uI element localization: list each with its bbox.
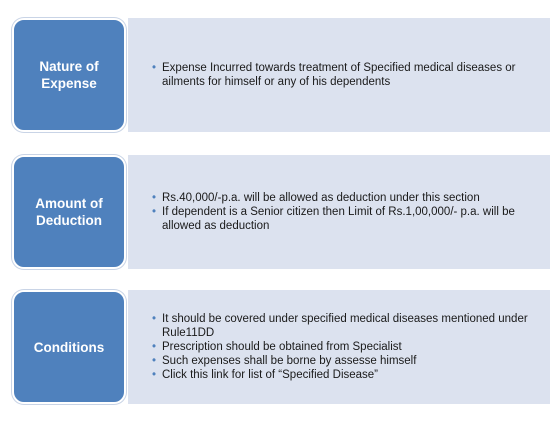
bullet-item: • Rs.40,000/-p.a. will be allowed as deduction under this section xyxy=(152,191,542,205)
details-panel xyxy=(127,289,551,405)
row-conditions xyxy=(12,289,553,407)
category-label: Amount of Deduction xyxy=(35,196,103,228)
bullet-item: • Expense Incurred towards treatment of Specified medical diseases or ailments for himself or any of his dependents xyxy=(152,61,542,89)
bullet-list xyxy=(152,290,542,404)
details-panel xyxy=(127,17,551,133)
bullet-item: • Such expenses shall be borne by assesse himself xyxy=(152,354,542,368)
category-label: Conditions xyxy=(33,339,105,355)
bullet-item: • If dependent is a Senior citizen then Limit of Rs.1,00,000/- p.a. will be allowed as deduction xyxy=(152,205,542,233)
bullet-list xyxy=(152,18,542,132)
category-label-box xyxy=(12,290,126,404)
bullet-item: • Prescription should be obtained from Specialist xyxy=(152,340,542,354)
details-panel xyxy=(127,154,551,270)
row-nature-of-expense xyxy=(12,17,553,135)
category-label-box xyxy=(12,155,126,269)
specified-disease-link[interactable]: • Click this link for list of “Specified Disease” xyxy=(152,368,542,382)
category-label: Nature of Expense xyxy=(39,59,99,91)
bullet-list xyxy=(152,155,542,269)
bullet-item: • It should be covered under specified medical diseases mentioned under Rule11DD xyxy=(152,312,542,340)
row-amount-of-deduction xyxy=(12,154,553,272)
category-label-box xyxy=(12,18,126,132)
